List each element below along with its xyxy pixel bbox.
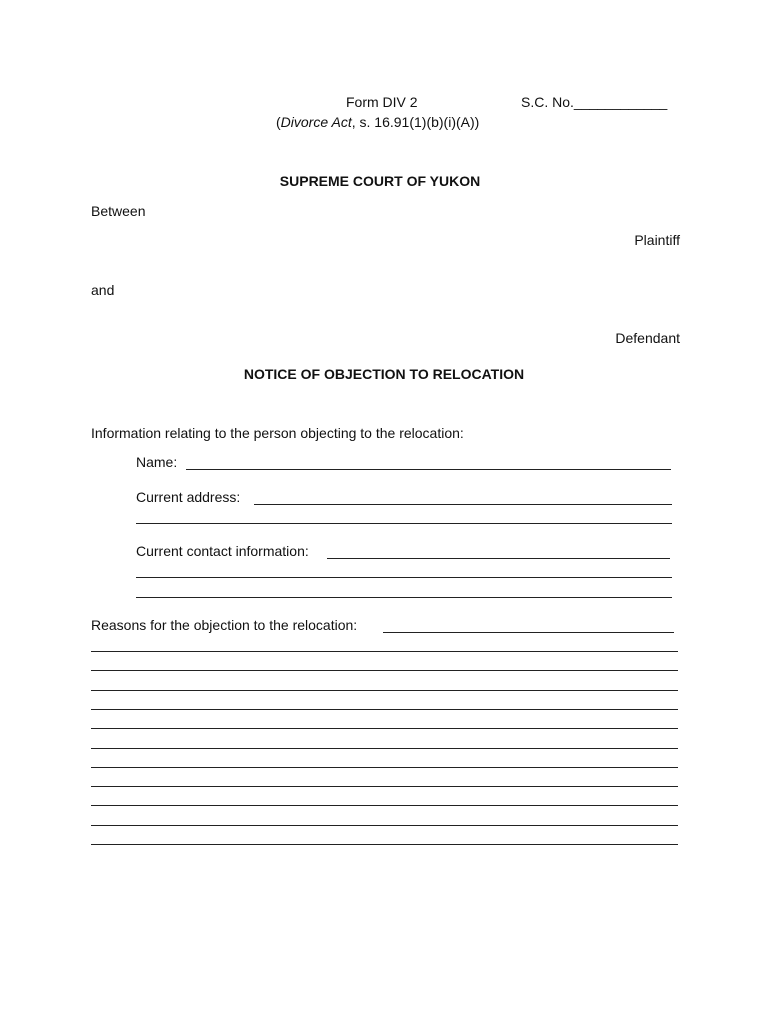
act-open-paren: (	[276, 114, 281, 130]
address-field-line-2[interactable]	[136, 523, 672, 524]
sc-number	[521, 94, 667, 110]
contact-field-line-2[interactable]	[136, 577, 672, 578]
plaintiff-label: Plaintiff	[634, 232, 680, 248]
notice-title: NOTICE OF OBJECTION TO RELOCATION	[243, 366, 525, 382]
reasons-label: Reasons for the objection to the relocation:	[91, 617, 358, 633]
contact-label: Current contact information:	[136, 543, 309, 559]
reasons-field-line[interactable]	[91, 670, 678, 671]
act-citation	[276, 114, 479, 130]
name-label: Name:	[136, 454, 178, 470]
sc-number-label: S.C. No.	[521, 94, 574, 110]
sc-number-blank: ____________	[573, 94, 668, 110]
between-label: Between	[91, 203, 146, 219]
reasons-field-line[interactable]	[91, 825, 678, 826]
reasons-field-line[interactable]	[91, 844, 678, 845]
court-title: SUPREME COURT OF YUKON	[279, 173, 481, 189]
reasons-field-line[interactable]	[91, 728, 678, 729]
and-label: and	[91, 282, 115, 298]
reasons-field-line[interactable]	[91, 709, 678, 710]
form-number: Form DIV 2	[346, 94, 418, 110]
name-field-line[interactable]	[186, 469, 671, 470]
act-name: Divorce Act	[280, 114, 352, 130]
address-label: Current address:	[136, 489, 241, 505]
reasons-field-line[interactable]	[91, 651, 678, 652]
reasons-field-line[interactable]	[91, 767, 678, 768]
act-section: , s. 16.91(1)(b)(i)(A))	[351, 114, 480, 130]
reasons-field-line[interactable]	[91, 786, 678, 787]
defendant-label: Defendant	[615, 330, 680, 346]
objector-intro: Information relating to the person objecting to the relocation:	[91, 425, 464, 441]
reasons-field-line-first[interactable]	[383, 632, 674, 633]
contact-field-line-3[interactable]	[136, 597, 672, 598]
reasons-field-line[interactable]	[91, 690, 678, 691]
address-field-line-1[interactable]	[254, 504, 672, 505]
reasons-field-line[interactable]	[91, 805, 678, 806]
contact-field-line-1[interactable]	[327, 558, 670, 559]
reasons-field-line[interactable]	[91, 748, 678, 749]
